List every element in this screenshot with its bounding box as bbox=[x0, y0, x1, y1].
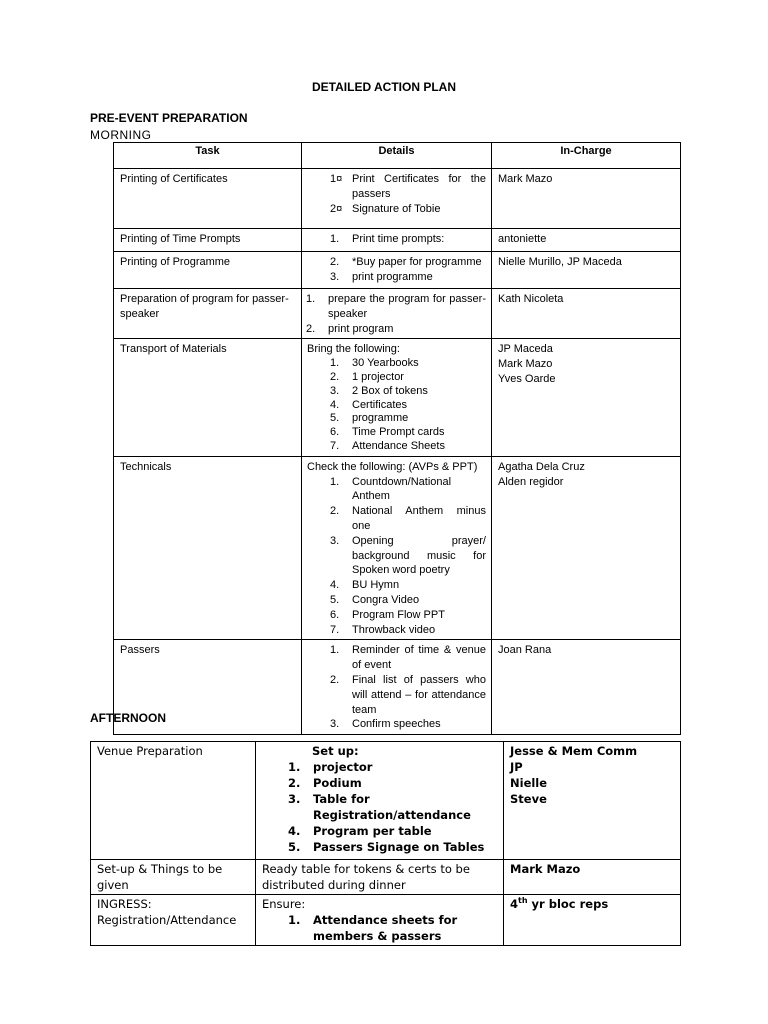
list-item: 6. Time Prompt cards bbox=[330, 426, 445, 439]
task-cell: Transport of Materials bbox=[114, 339, 302, 456]
in-charge-cell: antoniette bbox=[492, 229, 681, 252]
list-item: 1. Attendance sheets for members & passers bbox=[288, 913, 458, 943]
list-item: 3. Confirm speeches bbox=[330, 718, 441, 731]
in-charge-cell: Mark Mazo bbox=[504, 860, 681, 895]
list-item: 2. Podium bbox=[288, 776, 362, 790]
list-item: 3. Opening prayer/ background music for Spoken word poetry bbox=[330, 534, 486, 577]
table-row bbox=[91, 742, 681, 860]
table-row bbox=[114, 229, 681, 252]
list-item: 2. *Buy paper for programme bbox=[330, 256, 482, 268]
afternoon-label: AFTERNOON bbox=[90, 711, 166, 725]
in-charge-cell bbox=[504, 742, 681, 860]
in-charge-name: Nielle bbox=[510, 776, 548, 790]
list-item: 2¤ Signature of Tobie bbox=[330, 202, 441, 215]
details-cell bbox=[302, 169, 492, 229]
list-item: 1. Reminder of time & venue of event bbox=[330, 644, 486, 672]
table-row bbox=[114, 339, 681, 456]
list-item: 5. Congra Video bbox=[330, 593, 420, 606]
list-item: 6. Program Flow PPT bbox=[330, 608, 445, 621]
task-cell: Preparation of program for passer-speaker bbox=[114, 289, 302, 339]
list-item: 2. print program bbox=[306, 322, 394, 335]
morning-table bbox=[113, 142, 681, 735]
list-item: 1. prepare the program for passer-speaker bbox=[306, 293, 486, 320]
header-details: Details bbox=[302, 143, 492, 169]
section-heading: PRE-EVENT PREPARATION bbox=[90, 111, 248, 125]
list-item: 1. Print time prompts: bbox=[330, 233, 445, 245]
in-charge-cell bbox=[492, 456, 681, 640]
list-item: 3. print programme bbox=[330, 270, 433, 283]
list-item: 3. Table for Registration/attendance bbox=[288, 792, 471, 822]
table-row bbox=[114, 456, 681, 640]
details-cell bbox=[302, 456, 492, 640]
table-row bbox=[114, 169, 681, 229]
in-charge-name: Jesse & Mem Comm bbox=[510, 744, 638, 758]
morning-label: MORNING bbox=[90, 128, 152, 142]
task-cell: Set-up & Things to be given bbox=[91, 860, 256, 895]
in-charge-name: Alden regidor bbox=[498, 475, 564, 488]
list-item: 4. Certificates bbox=[330, 398, 408, 411]
list-item: 5. Passers Signage on Tables bbox=[288, 840, 485, 854]
details-intro: Check the following: (AVPs & PPT) bbox=[307, 460, 478, 473]
details-cell bbox=[302, 339, 492, 456]
list-item: 1. 30 Yearbooks bbox=[330, 357, 419, 370]
list-item: 5. programme bbox=[330, 412, 409, 425]
in-charge-cell: 4th yr bloc reps bbox=[504, 895, 681, 946]
afternoon-table bbox=[90, 741, 681, 946]
list-item: 4. Program per table bbox=[288, 824, 432, 838]
details-cell bbox=[256, 742, 504, 860]
task-cell: Passers bbox=[114, 640, 302, 735]
list-item: 1. Countdown/National Anthem bbox=[330, 475, 452, 503]
details-cell bbox=[302, 252, 492, 289]
table-header-row bbox=[114, 143, 681, 169]
list-item: 1¤ Print Certificates for the passers bbox=[330, 173, 486, 200]
details-cell bbox=[302, 289, 492, 339]
list-item: 1. projector bbox=[288, 760, 373, 774]
details-cell bbox=[302, 640, 492, 735]
header-task: Task bbox=[114, 143, 302, 169]
task-cell: INGRESS: Registration/Attendance bbox=[91, 895, 256, 946]
table-row bbox=[91, 860, 681, 895]
in-charge-name: Yves Oarde bbox=[498, 372, 556, 385]
task-cell: Printing of Programme bbox=[114, 252, 302, 289]
in-charge-name: Steve bbox=[510, 792, 547, 806]
list-item: 7. Throwback video bbox=[330, 623, 436, 636]
details-intro: Ensure: bbox=[262, 897, 306, 911]
task-cell: Technicals bbox=[114, 456, 302, 640]
in-charge-cell bbox=[492, 339, 681, 456]
in-charge-cell: Nielle Murillo, JP Maceda bbox=[492, 252, 681, 289]
in-charge-name: JP Maceda bbox=[498, 343, 553, 356]
list-item: 2. 1 projector bbox=[330, 370, 404, 383]
in-charge-name: Mark Mazo bbox=[498, 358, 553, 371]
in-charge-cell: Kath Nicoleta bbox=[492, 289, 681, 339]
list-item: 3. 2 Box of tokens bbox=[330, 384, 428, 397]
table-row bbox=[114, 640, 681, 735]
in-charge-name: Agatha Dela Cruz bbox=[498, 460, 585, 473]
task-cell: Venue Preparation bbox=[91, 742, 256, 860]
list-item: 4. BU Hymn bbox=[330, 579, 400, 592]
details-intro: Set up: bbox=[312, 744, 359, 758]
list-item: 2. Final list of passers who will attend – for attendance team bbox=[330, 673, 486, 716]
header-in-charge: In-Charge bbox=[492, 143, 681, 169]
list-item: 7. Attendance Sheets bbox=[330, 439, 445, 452]
list-item: 2. National Anthem minus one bbox=[330, 505, 486, 532]
details-intro: Bring the following: bbox=[307, 343, 400, 356]
in-charge-name: JP bbox=[510, 760, 523, 774]
details-cell: Ready table for tokens & certs to be distributed during dinner bbox=[256, 860, 504, 895]
document-title: DETAILED ACTION PLAN bbox=[312, 80, 456, 94]
in-charge-cell: Mark Mazo bbox=[492, 169, 681, 229]
details-cell bbox=[256, 895, 504, 946]
in-charge-cell: Joan Rana bbox=[492, 640, 681, 735]
task-cell: Printing of Certificates bbox=[114, 169, 302, 229]
details-cell bbox=[302, 229, 492, 252]
table-row bbox=[114, 252, 681, 289]
table-row bbox=[91, 895, 681, 946]
table-row bbox=[114, 289, 681, 339]
task-cell: Printing of Time Prompts bbox=[114, 229, 302, 252]
